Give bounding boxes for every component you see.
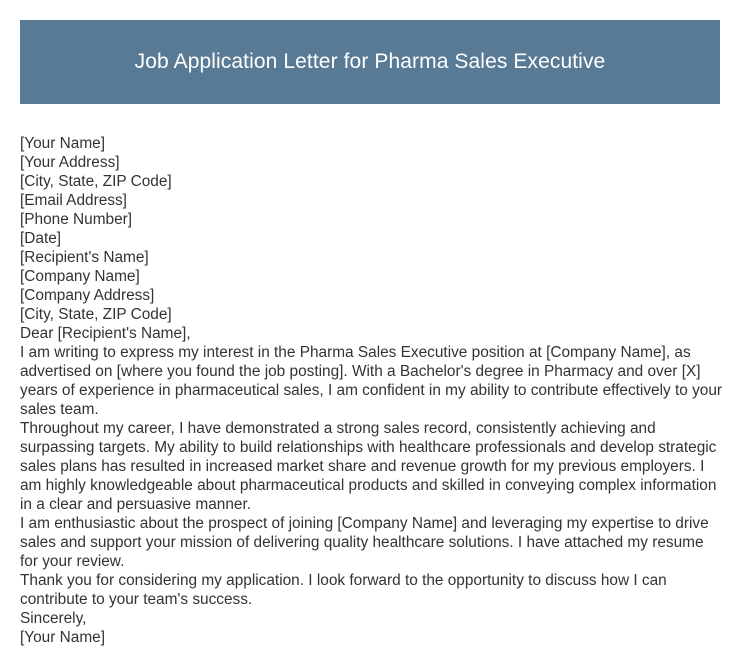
closing: Sincerely, [20, 610, 87, 627]
title-banner [20, 20, 720, 104]
sender-phone: [Phone Number] [20, 211, 133, 228]
sender-city: [City, State, ZIP Code] [20, 173, 172, 190]
paragraph-thanks: Thank you for considering my application. I look forward to the opportunity to discuss how I can contribute to your team's success. [20, 572, 667, 608]
company-name: [Company Name] [20, 268, 140, 285]
company-city: [City, State, ZIP Code] [20, 306, 172, 323]
page-title: Job Application Letter for Pharma Sales Executive [134, 50, 606, 73]
signature: [Your Name] [20, 629, 105, 646]
sender-email: [Email Address] [20, 192, 127, 209]
sender-name: [Your Name] [20, 135, 105, 152]
sender-address: [Your Address] [20, 154, 120, 171]
recipient-name: [Recipient's Name] [20, 249, 149, 266]
salutation: Dear [Recipient's Name], [20, 325, 191, 342]
paragraph-experience: Throughout my career, I have demonstrated a strong sales record, consistently achieving and surpassing targets. My ability to build relationships with healthcare professionals and develop strategic sales plans has resulted in increased market share and revenue growth for my previous employers. I am highly knowledgeable about pharmaceutical products and skilled in conveying complex information in a clear and persuasive manner. [20, 420, 717, 513]
letter-body [20, 134, 725, 647]
letter-date: [Date] [20, 230, 62, 247]
company-address: [Company Address] [20, 287, 155, 304]
paragraph-enthusiasm: I am enthusiastic about the prospect of joining [Company Name] and leveraging my expertise to drive sales and support your mission of delivering quality healthcare solutions. I have attached my resume for your review. [20, 515, 709, 570]
paragraph-intro: I am writing to express my interest in the Pharma Sales Executive position at [Company Name], as advertised on [where you found the job posting]. With a Bachelor's degree in Pharmacy and over [X] years of experience in pharmaceutical sales, I am confident in my ability to contribute effectively to your sales team. [20, 344, 723, 418]
